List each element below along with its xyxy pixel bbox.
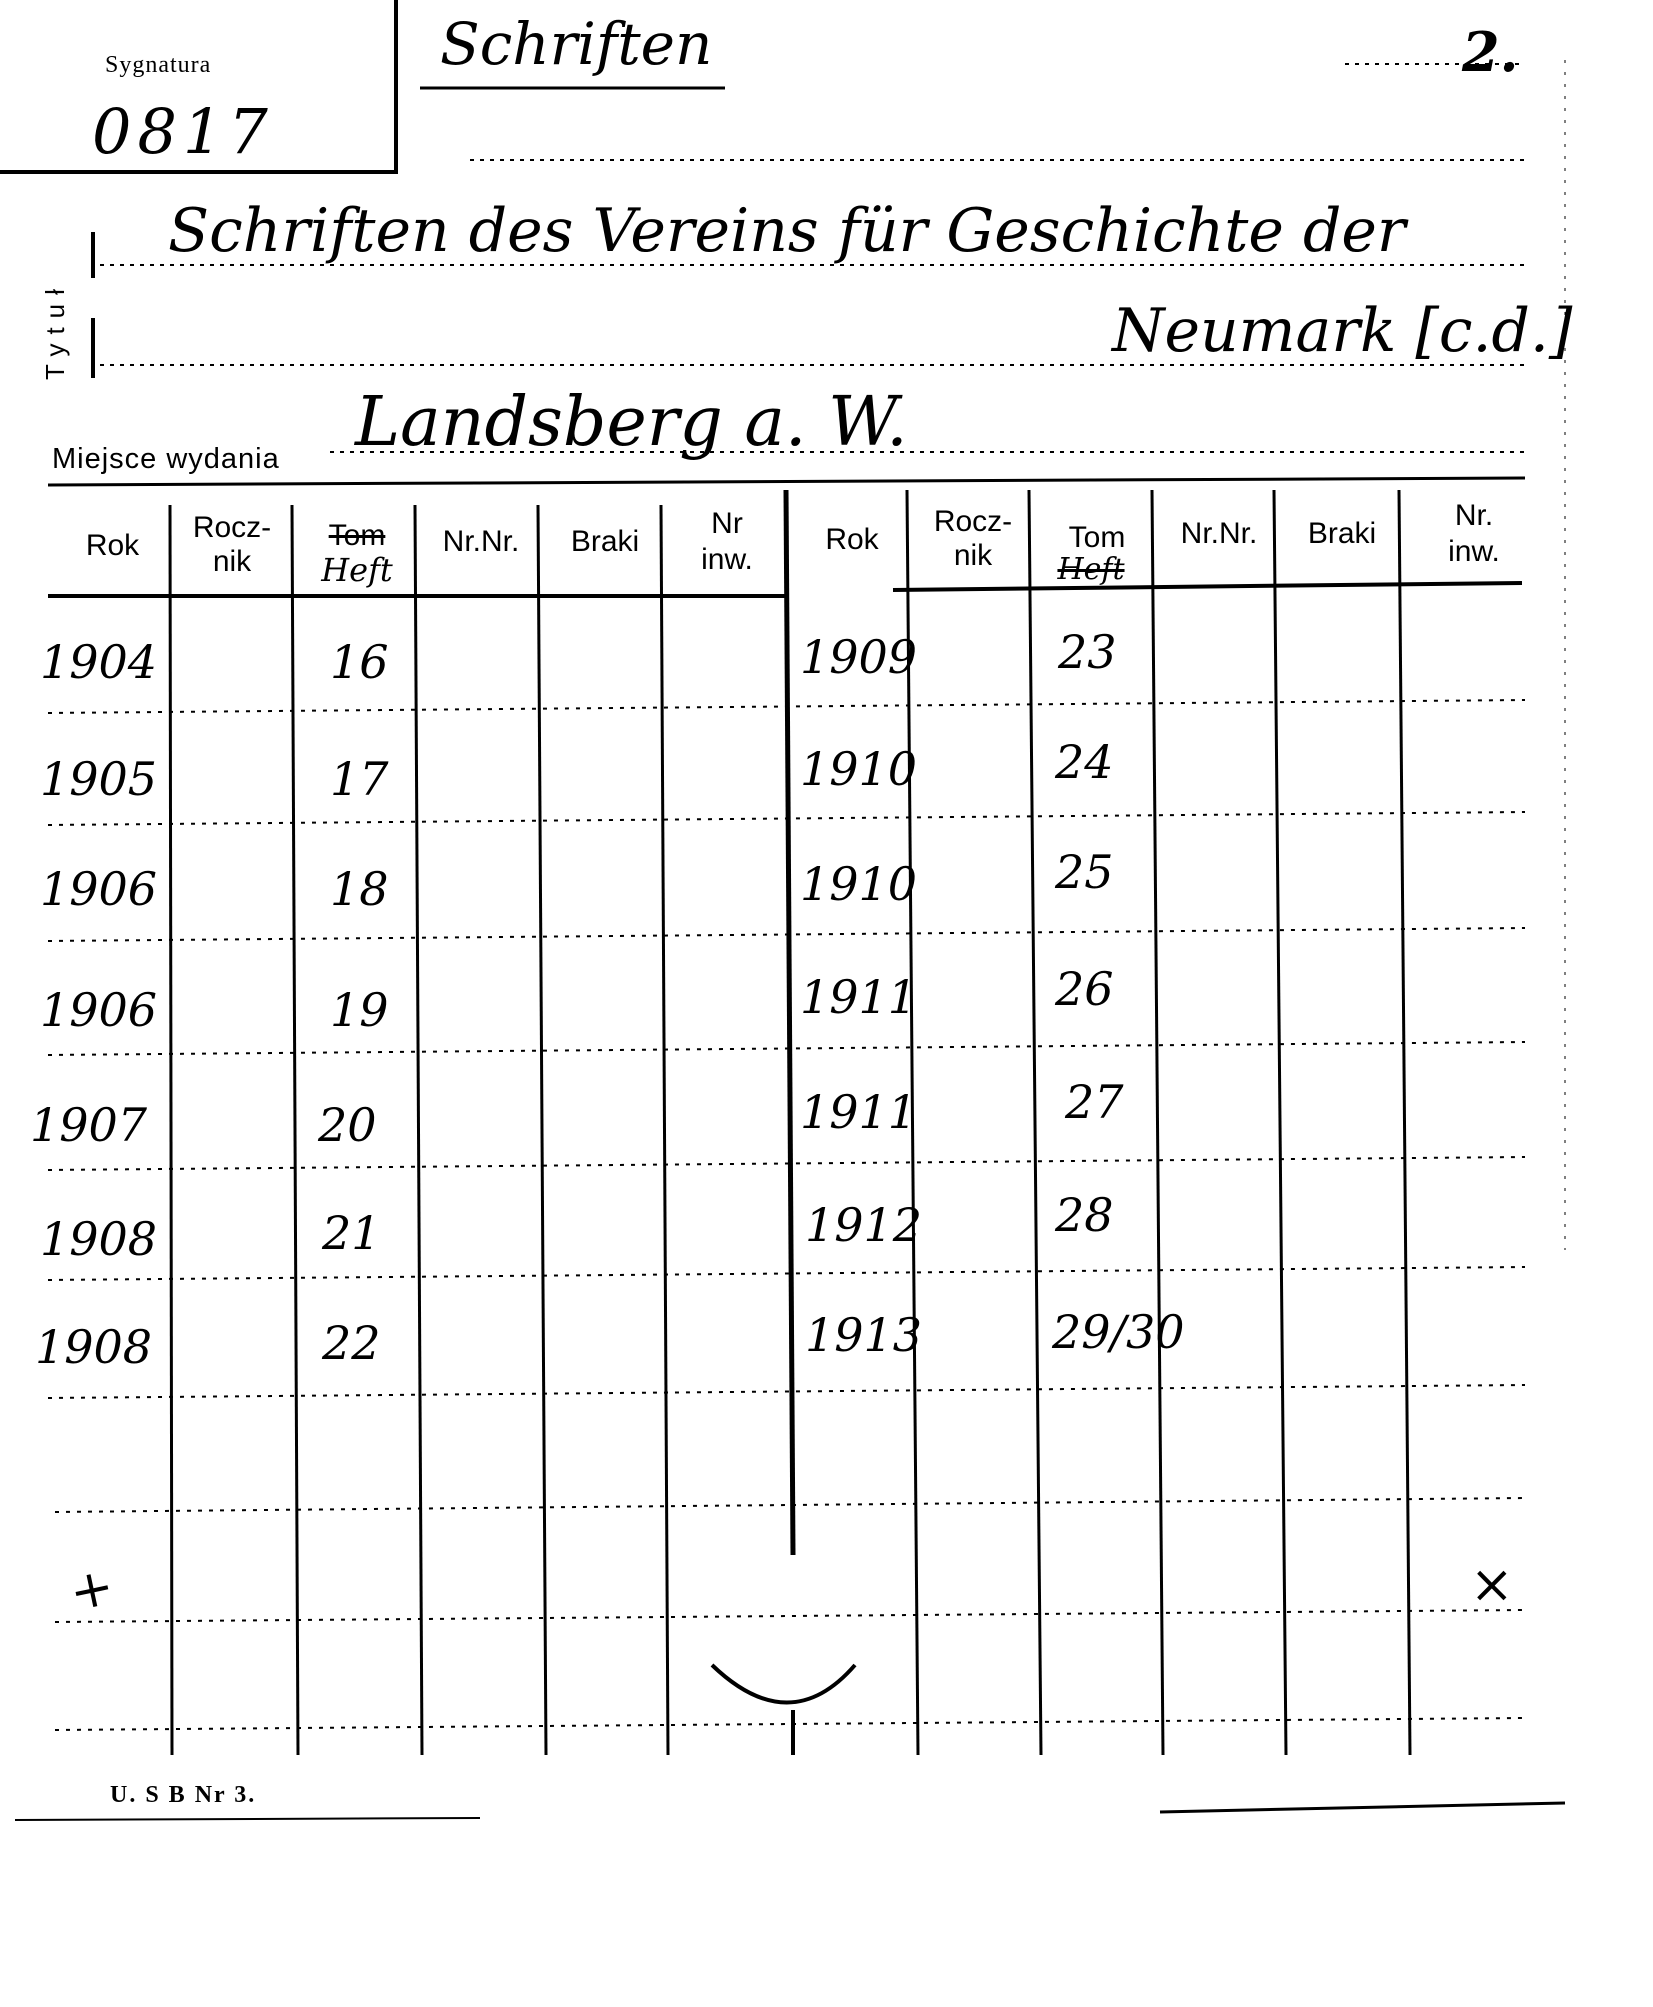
table-row-right-3-rok: 1910 — [800, 857, 918, 911]
form-footer: U. S B Nr 3. — [110, 1782, 257, 1808]
col-header-nrinw-2: inw. — [701, 543, 753, 576]
table-row-left-7-rok: 1908 — [35, 1320, 153, 1374]
table-row-right-6-heft: 28 — [1055, 1188, 1114, 1242]
col-header-nrinw: Nr — [711, 507, 743, 540]
series-heading: Schriften — [440, 10, 713, 78]
col-header-nrnr: Nr.Nr. — [442, 525, 520, 558]
card-number: 2. — [1462, 20, 1519, 84]
col-header-rocznik-r-2: nik — [953, 539, 993, 572]
col-header-nrinw-r: Nr. — [1454, 499, 1494, 532]
table-row-right-2-rok: 1910 — [800, 742, 918, 796]
col-header-braki: Braki — [570, 525, 640, 558]
col-header-tom: Tom — [328, 519, 386, 552]
table-row-left-7-heft: 22 — [322, 1316, 381, 1370]
table-row-right-3-heft: 25 — [1055, 845, 1114, 899]
title-label: Tytuł — [40, 280, 70, 380]
table-row-right-6-rok: 1912 — [805, 1198, 923, 1252]
col-header-braki-r: Braki — [1307, 517, 1377, 550]
col-header-heft: Heft — [321, 551, 393, 589]
table-row-right-7-rok: 1913 — [805, 1308, 923, 1362]
title-line-2: Neumark [c.d.] — [1112, 296, 1573, 366]
title-line-1: Schriften des Vereins für Geschichte der — [168, 196, 1406, 266]
table-row-right-4-rok: 1911 — [800, 970, 918, 1024]
table-row-left-1-rok: 1904 — [40, 635, 158, 689]
table-row-left-2-heft: 17 — [330, 752, 389, 806]
col-header-rocznik: Rocz- — [192, 511, 272, 544]
table-row-left-3-rok: 1906 — [40, 862, 158, 916]
table-row-left-4-rok: 1906 — [40, 983, 158, 1037]
col-header-rok: Rok — [85, 529, 140, 562]
table-row-right-7-heft: 29/30 — [1052, 1305, 1185, 1359]
table-row-left-6-rok: 1908 — [40, 1212, 158, 1266]
table-row-left-6-heft: 21 — [322, 1206, 381, 1260]
pencil-mark-right: × — [1470, 1555, 1514, 1615]
table-row-left-5-rok: 1907 — [30, 1098, 148, 1152]
table-row-left-5-heft: 20 — [318, 1098, 377, 1152]
table-row-right-1-rok: 1909 — [800, 630, 918, 684]
signature-value: 0817 — [92, 95, 274, 168]
col-header-rocznik-2: nik — [212, 545, 252, 578]
place-label: Miejsce wydania — [52, 443, 280, 475]
col-header-nrinw-r-2: inw. — [1448, 535, 1500, 568]
col-header-nrnr-r: Nr.Nr. — [1180, 517, 1258, 550]
table-row-left-4-heft: 19 — [330, 983, 389, 1037]
table-row-left-3-heft: 18 — [330, 862, 389, 916]
col-header-heft-r: Heft — [1057, 552, 1125, 587]
table-row-right-4-heft: 26 — [1055, 962, 1114, 1016]
table-row-right-2-heft: 24 — [1055, 735, 1114, 789]
pencil-mark-left: + — [64, 1556, 120, 1624]
signature-label: Sygnatura — [105, 52, 212, 78]
table-row-right-1-heft: 23 — [1058, 625, 1117, 679]
table-row-right-5-heft: 27 — [1065, 1075, 1124, 1129]
col-header-rok-r: Rok — [825, 523, 879, 556]
col-header-tom-r: Tom — [1068, 521, 1126, 554]
table-row-left-1-heft: 16 — [330, 635, 389, 689]
place-value: Landsberg a. W. — [355, 383, 908, 462]
col-header-rocznik-r: Rocz- — [933, 505, 1013, 538]
table-row-left-2-rok: 1905 — [40, 752, 158, 806]
table-row-right-5-rok: 1911 — [800, 1085, 918, 1139]
